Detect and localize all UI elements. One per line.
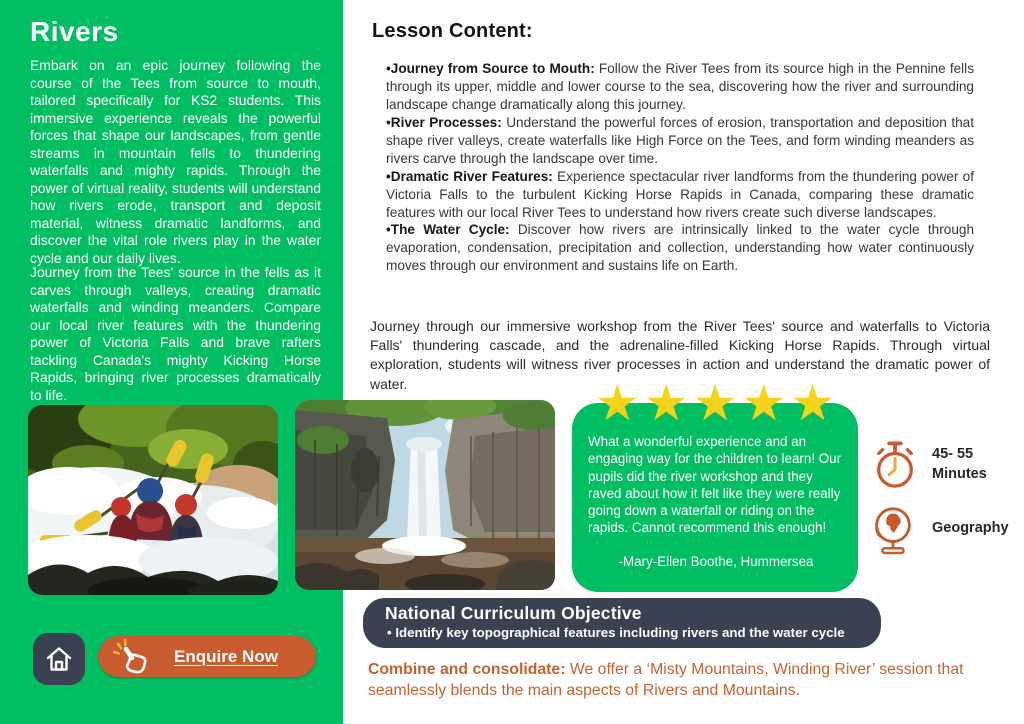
page-title: Rivers xyxy=(30,16,119,47)
stopwatch-icon xyxy=(872,440,918,490)
lesson-summary-paragraph: Journey through our immersive workshop from the River Tees' source and waterfalls to Victoria Falls' thundering cascade, and the adrenaline-filled Kicking Horse Rapids. Through virtual exploration, students will witness river processes in action and understand the dramatic power of water. xyxy=(370,318,990,392)
testimonial-quote: What a wonderful experience and an engaging way for the children to learn! Our pupils did the river workshop and they raved about how it felt like they were really going down a waterfall or riding on the rapids. Cannot recommend this enough! xyxy=(588,434,842,536)
testimonial-card xyxy=(572,403,858,592)
home-icon xyxy=(43,643,75,675)
lesson-bullet-list xyxy=(386,60,974,275)
rafting-photo-graphic xyxy=(28,405,278,595)
home-button[interactable] xyxy=(33,633,85,685)
duration-unit: Minutes xyxy=(932,466,987,482)
sidebar xyxy=(0,0,343,724)
combine-consolidate-paragraph xyxy=(368,659,986,701)
tap-hand-icon xyxy=(110,637,150,677)
star-icon: ★ xyxy=(594,375,640,431)
waterfall-photo xyxy=(295,400,555,590)
star-icon: ★ xyxy=(741,375,787,431)
bullet-text: Understand the powerful forces of erosion, transportation and deposition that shape river valleys, create waterfalls like High Force on the Tees, and form winding meanders as rivers carve through the landscape over time. xyxy=(386,114,974,166)
bullet-text: Experience spectacular river landforms from the thundering power of Victoria Falls to the turbulent Kicking Horse Rapids in Canada, comparing these dramatic features with our local River Tees to understand how rivers create such diverse landscapes. xyxy=(386,168,974,220)
star-icon: ★ xyxy=(643,375,689,431)
lesson-content-heading: Lesson Content: xyxy=(372,20,533,42)
curriculum-objective-box xyxy=(363,598,881,648)
star-rating xyxy=(572,375,858,431)
bullet-label: •Dramatic River Features: xyxy=(386,168,553,184)
globe-icon xyxy=(868,502,918,556)
star-icon: ★ xyxy=(790,375,836,431)
subject-text: Geography xyxy=(932,520,1009,537)
bullet-label: •River Processes: xyxy=(386,114,502,130)
lesson-bullet-journey xyxy=(386,60,974,114)
lesson-bullet-processes xyxy=(386,114,974,168)
subject-detail xyxy=(868,502,1009,556)
enquire-button-label: Enquire Now xyxy=(174,646,278,666)
bullet-label: •Journey from Source to Mouth: xyxy=(386,61,595,76)
curriculum-title: National Curriculum Objective xyxy=(385,603,642,623)
bullet-text: Discover how rivers are intrinsically linked to the water cycle through evaporation, condensation, precipitation and collection, understanding how water continuously moves through our environment and sustains life on Earth. xyxy=(386,222,974,274)
waterfall-photo-graphic xyxy=(295,400,555,590)
enquire-now-button[interactable] xyxy=(98,636,316,677)
testimonial-attribution: -Mary-Ellen Boothe, Hummersea xyxy=(618,554,814,569)
duration-value: 45- 55 xyxy=(932,446,974,463)
curriculum-objective: • Identify key topographical features including rivers and the water cycle xyxy=(387,625,845,640)
bullet-label: •The Water Cycle: xyxy=(386,222,510,238)
duration-text xyxy=(932,445,987,484)
star-icon: ★ xyxy=(692,375,738,431)
sidebar-paragraph-1: Embark on an epic journey following the course of the Tees from source to mouth, tailored specifically for KS2 students. This immersive experience reveals the powerful forces that shape our landscapes, from gentle streams in mountain fells to thundering waterfalls and mighty rapids. Through the power of virtual reality, students will understand how rivers erode, transport and deposit material, witness dramatic landforms, and discover the vital role rivers play in the water cycle and our daily lives. xyxy=(30,57,321,266)
lesson-bullet-features xyxy=(386,168,974,222)
sidebar-paragraph-2: Journey from the Tees' source in the fells as it carves through valleys, creating dramatic waterfalls and winding meanders. Compare our local river features with the thundering power of Victoria Falls and brave rafters tackling Canada's mighty Kicking Horse Rapids, bringing river processes dramatically to life. xyxy=(30,264,321,403)
duration-detail xyxy=(872,440,987,490)
combine-label: Combine and consolidate: xyxy=(368,661,566,678)
lesson-bullet-water-cycle xyxy=(386,221,974,275)
combine-text: We offer a ‘Misty Mountains, Winding River’ session that seamlessly blends the main aspects of Rivers and Mountains. xyxy=(368,661,964,699)
bullet-text: Follow the River Tees from its source high in the Pennine fells through its upper, middle and lower course to the sea, discovering how the river and surrounding landscape change dramatically along this journey. xyxy=(386,61,974,112)
rafting-photo xyxy=(28,405,278,595)
